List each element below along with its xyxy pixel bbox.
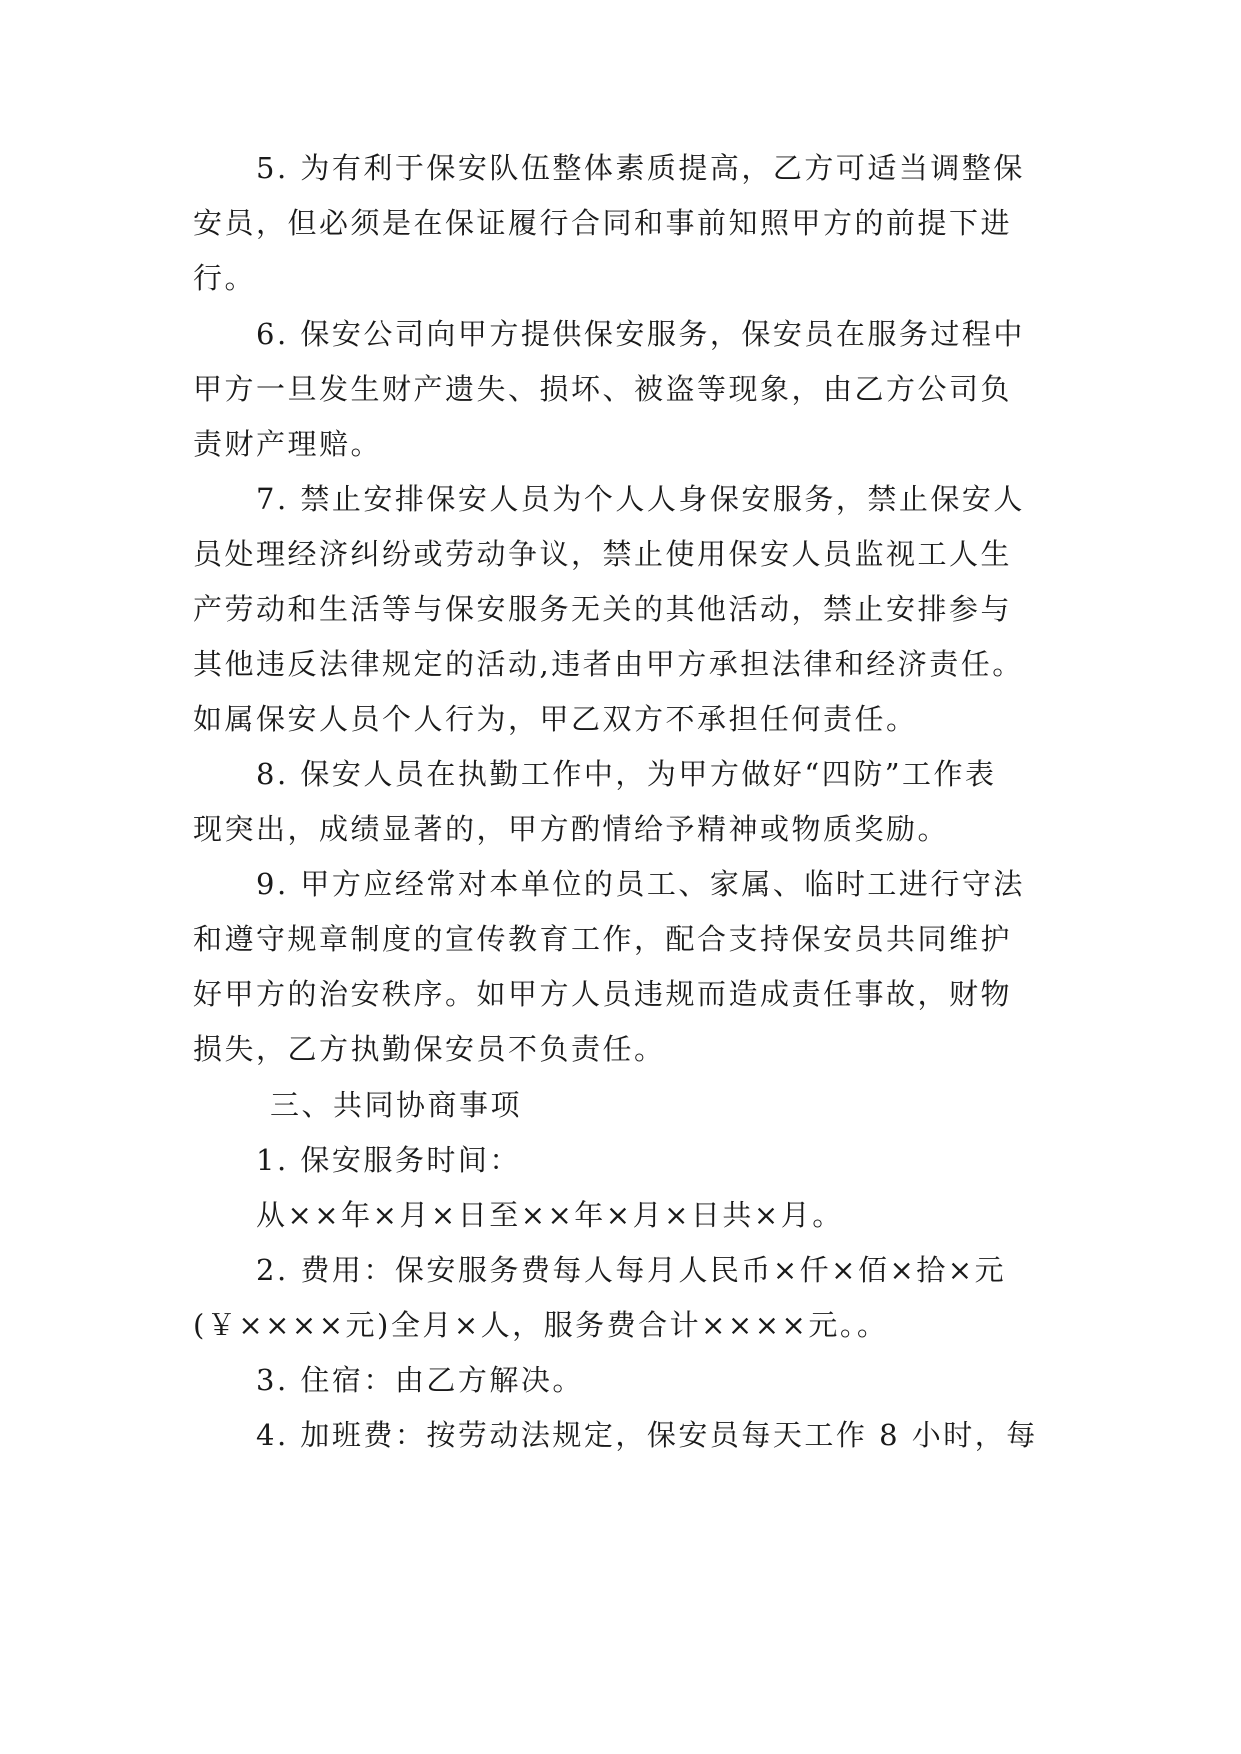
clause-2-6-line-3: 责财产理赔。 [193, 427, 383, 461]
clause-2-9-line-1: 9. 甲方应经常对本单位的员工、家属、临时工进行守法 [256, 867, 1025, 901]
clause-2-7-line-3: 产劳动和生活等与保安服务无关的其他活动，禁止安排参与 [193, 592, 1013, 626]
clause-3-1-line-2: 从××年×月×日至××年×月×日共×月。 [256, 1198, 844, 1232]
clause-2-9-line-2: 和遵守规章制度的宣传教育工作，配合支持保安员共同维护 [193, 922, 1013, 956]
clause-2-8-line-1: 8. 保安人员在执勤工作中，为甲方做好“四防”工作表 [256, 757, 997, 791]
clause-2-8-line-2: 现突出，成绩显著的，甲方酌情给予精神或物质奖励。 [193, 812, 950, 846]
clause-2-5-line-3: 行。 [193, 261, 257, 295]
clause-2-6-line-1: 6. 保安公司向甲方提供保安服务，保安员在服务过程中 [256, 317, 1025, 351]
clause-2-7-line-5: 如属保安人员个人行为，甲乙双方不承担任何责任。 [193, 702, 918, 736]
section-heading: 三、共同协商事项 [270, 1088, 523, 1122]
clause-3-4-line-1: 4. 加班费：按劳动法规定，保安员每天工作 8 小时，每 [256, 1418, 1038, 1452]
clause-2-6-line-2: 甲方一旦发生财产遗失、损坏、被盗等现象，由乙方公司负 [193, 372, 1013, 406]
clause-3-2-line-2: (￥××××元)全月×人，服务费合计××××元。。 [193, 1308, 889, 1342]
clause-3-2-line-1: 2. 费用：保安服务费每人每月人民币×仟×佰×拾×元 [256, 1253, 1007, 1287]
clause-2-7-line-4: 其他违反法律规定的活动,违者由甲方承担法律和经济责任。 [193, 647, 1024, 681]
clause-2-7-line-2: 员处理经济纠纷或劳动争议，禁止使用保安人员监视工人生 [193, 537, 1013, 571]
clause-2-9-line-4: 损失，乙方执勤保安员不负责任。 [193, 1032, 666, 1066]
clause-3-1-line-1: 1. 保安服务时间： [256, 1143, 521, 1177]
clause-2-5-line-2: 安员，但必须是在保证履行合同和事前知照甲方的前提下进 [193, 206, 1013, 240]
clause-2-9-line-3: 好甲方的治安秩序。如甲方人员违规而造成责任事故，财物 [193, 977, 1013, 1011]
clause-2-5-line-1: 5. 为有利于保安队伍整体素质提高，乙方可适当调整保 [256, 151, 1025, 185]
clause-2-7-line-1: 7. 禁止安排保安人员为个人人身保安服务，禁止保安人 [256, 482, 1025, 516]
clause-3-3-line-1: 3. 住宿：由乙方解决。 [256, 1363, 584, 1397]
